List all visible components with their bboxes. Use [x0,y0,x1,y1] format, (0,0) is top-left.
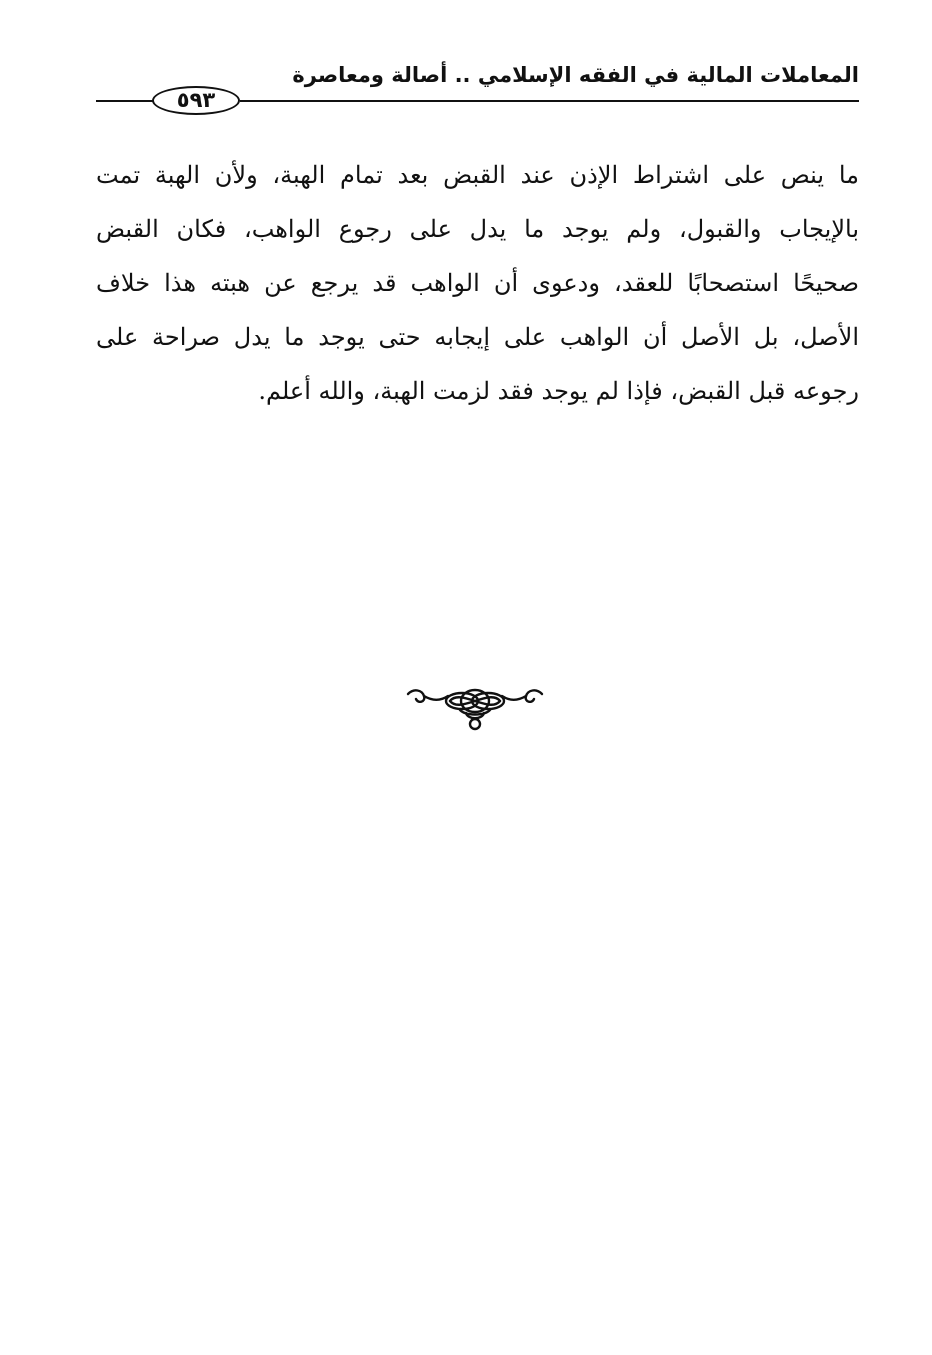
knot-ornament-icon [400,680,550,744]
header-rule-left [96,100,154,102]
body-line: الأصل، بل الأصل أن الواهب على إيجابه حتى يوجد ما يدل صراحة على [96,323,859,351]
body-text [96,148,859,418]
running-title: المعاملات المالية في الفقه الإسلامي .. أصالة ومعاصرة [292,63,859,87]
body-line: رجوعه قبل القبض، فإذا لم يوجد فقد لزمت الهبة، والله أعلم. [258,377,859,405]
header-rule [240,100,859,102]
page-number: ٥٩٣ [152,86,240,115]
body-line: صحيحًا استصحابًا للعقد، ودعوى أن الواهب قد يرجع عن هبته هذا خلاف [96,269,859,297]
body-line: ما ينص على اشتراط الإذن عند القبض بعد تمام الهبة، ولأن الهبة تمت [96,161,859,189]
body-line: بالإيجاب والقبول، ولم يوجد ما يدل على رجوع الواهب، فكان القبض [96,215,859,243]
